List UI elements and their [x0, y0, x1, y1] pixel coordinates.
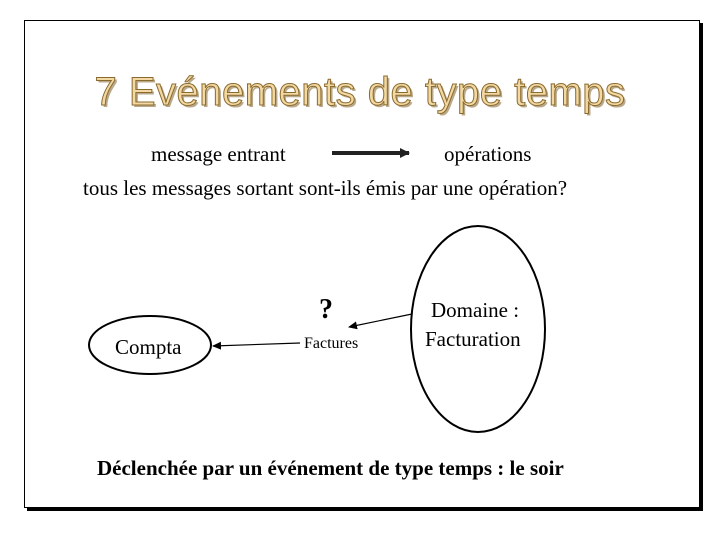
flow-source-label: message entrant — [151, 142, 286, 166]
compta-label: Compta — [115, 335, 182, 359]
domain-label-line2: Facturation — [425, 327, 521, 351]
domain-to-factures-arrow — [349, 314, 412, 327]
domain-label-line1: Domaine : — [431, 298, 520, 322]
flow-target-label: opérations — [444, 142, 532, 166]
question-text: tous les messages sortant sont-ils émis par une opération? — [83, 176, 568, 200]
footer-text: Déclenchée par un événement de type temps : le soir — [97, 456, 564, 480]
slide-title: 7 Evénements de type temps — [94, 70, 626, 114]
question-mark: ? — [319, 294, 333, 325]
factures-to-compta-arrow — [213, 343, 300, 346]
factures-label: Factures — [304, 335, 359, 352]
